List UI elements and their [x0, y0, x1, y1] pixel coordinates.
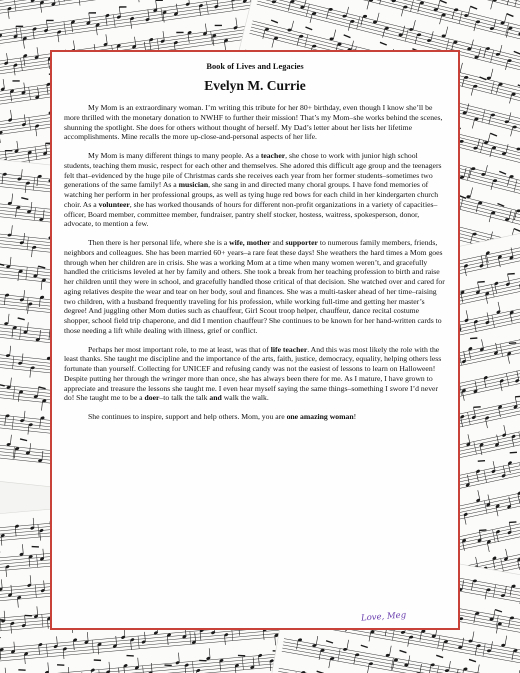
emphasis-text: life teacher: [270, 344, 308, 354]
tribute-body: [64, 103, 446, 403]
emphasis-text: musician: [178, 180, 209, 190]
text-run: She continues to inspire, support and help others. Mom, you are: [88, 412, 287, 421]
emphasis-text: doer: [144, 393, 160, 403]
text-run: walk the walk.: [221, 393, 269, 403]
emphasis-text: one amazing woman: [286, 412, 354, 421]
emphasis-text: teacher: [260, 151, 286, 160]
paragraph: [64, 103, 446, 142]
text-run: to numerous family members, friends, neighbors and colleagues. She has been married 60+ years–a rare feat these days! She weathers the hard times a Mom goes through when her children are in crisis. She was a working Mom at a time when many women weren’t, and gracefully handled the criticisms leveled at her by family and others. She took a break from her teaching profession to birth and raise her children until they were in school, and gracefully handled those critical of that decision. She watched over and cared for aging relatives despite the wear and tear on her body, soul and finances. She was a multi-tasker ahead of her time–raising two children, with a husband frequently traveling for his profession, while working full-time and getting her master’s degree! And juggling other Mom duties such as chauffeur, Girl Scout troop helper, chauffeur, dance recital costume shopper, school field trip chaperone, and did I mention chauffeur? She continues to be known for her hand-written cards to those needing a lift while dealing with illness, grief or conflict.: [64, 238, 445, 335]
text-run: My Mom is many different things to many people. As a: [88, 151, 261, 160]
text-run: My Mom is an extraordinary woman. I’m writing this tribute for her 80+ birthday, even though I know she’ll be more thrilled with the monetary donation to NWHF to further their mission! That’s my Mom–she works behind the scenes, shunning the spotlight. She does for others without thought of herself. My Dad’s letter about her lists her lifetime accomplishments. Mine recalls the more up-close-and-personal aspects of her life.: [64, 103, 443, 142]
paragraph: [64, 238, 446, 336]
handwritten-signature: Love, Meg: [360, 610, 407, 624]
text-run: Then there is her personal life, where she is a: [88, 238, 230, 247]
text-run: , she chose to work with junior high school students, teaching them music, respect for each other and themselves. She adored this difficult age group and the teenagers felt that–evidenced by the huge pile of Christmas cards she receives each year from her former students–sometimes two generations of the same family! As a: [64, 151, 442, 190]
text-run: and: [270, 238, 286, 247]
closing-line: [64, 412, 446, 422]
emphasis-text: supporter: [285, 238, 318, 247]
tribute-card: [50, 50, 460, 630]
emphasis-text: volunteer: [98, 199, 130, 209]
book-title: Book of Lives and Legacies: [206, 62, 304, 71]
emphasis-text: wife, mother: [229, 238, 271, 247]
text-run: !: [353, 412, 357, 421]
paragraph: [64, 151, 446, 229]
text-run: , she has worked thousands of hours for different non-profit organizations in a variety of capacities–officer, Board member, committee member, fundraiser, pantry shelf stocker, hostess, waitress, spokesperson, donor, advocate, to mention a few.: [64, 199, 438, 229]
text-run: –to talk the talk: [159, 393, 210, 403]
paragraph: [64, 345, 446, 404]
text-run: . And this was most likely the role with the least thanks. She taught me discipline and the importance of the arts, faith, justice, democracy, equality, helping others less fortunate than yourself. Collecting for UNICEF and refusing candy was not the easiest of lessons to learn on Halloween! Despite putting her through the wringer more than once, she has always been there for me. As I mature, I have grown to appreciate and treasure the lessons she taught me. I even hear myself saying the same things–something I swore I’d never do! She taught me to be a: [64, 344, 442, 403]
text-run: Perhaps her most important role, to me at least, was that of: [88, 344, 271, 354]
emphasis-text: and: [209, 393, 222, 403]
person-name: Evelyn M. Currie: [204, 78, 306, 93]
text-run: , she sang in and directed many choral groups. I have fond memories of watching her perform in her professional groups, as well as tying huge red bows for each child in her kindergarten church choir. As a: [64, 180, 439, 209]
